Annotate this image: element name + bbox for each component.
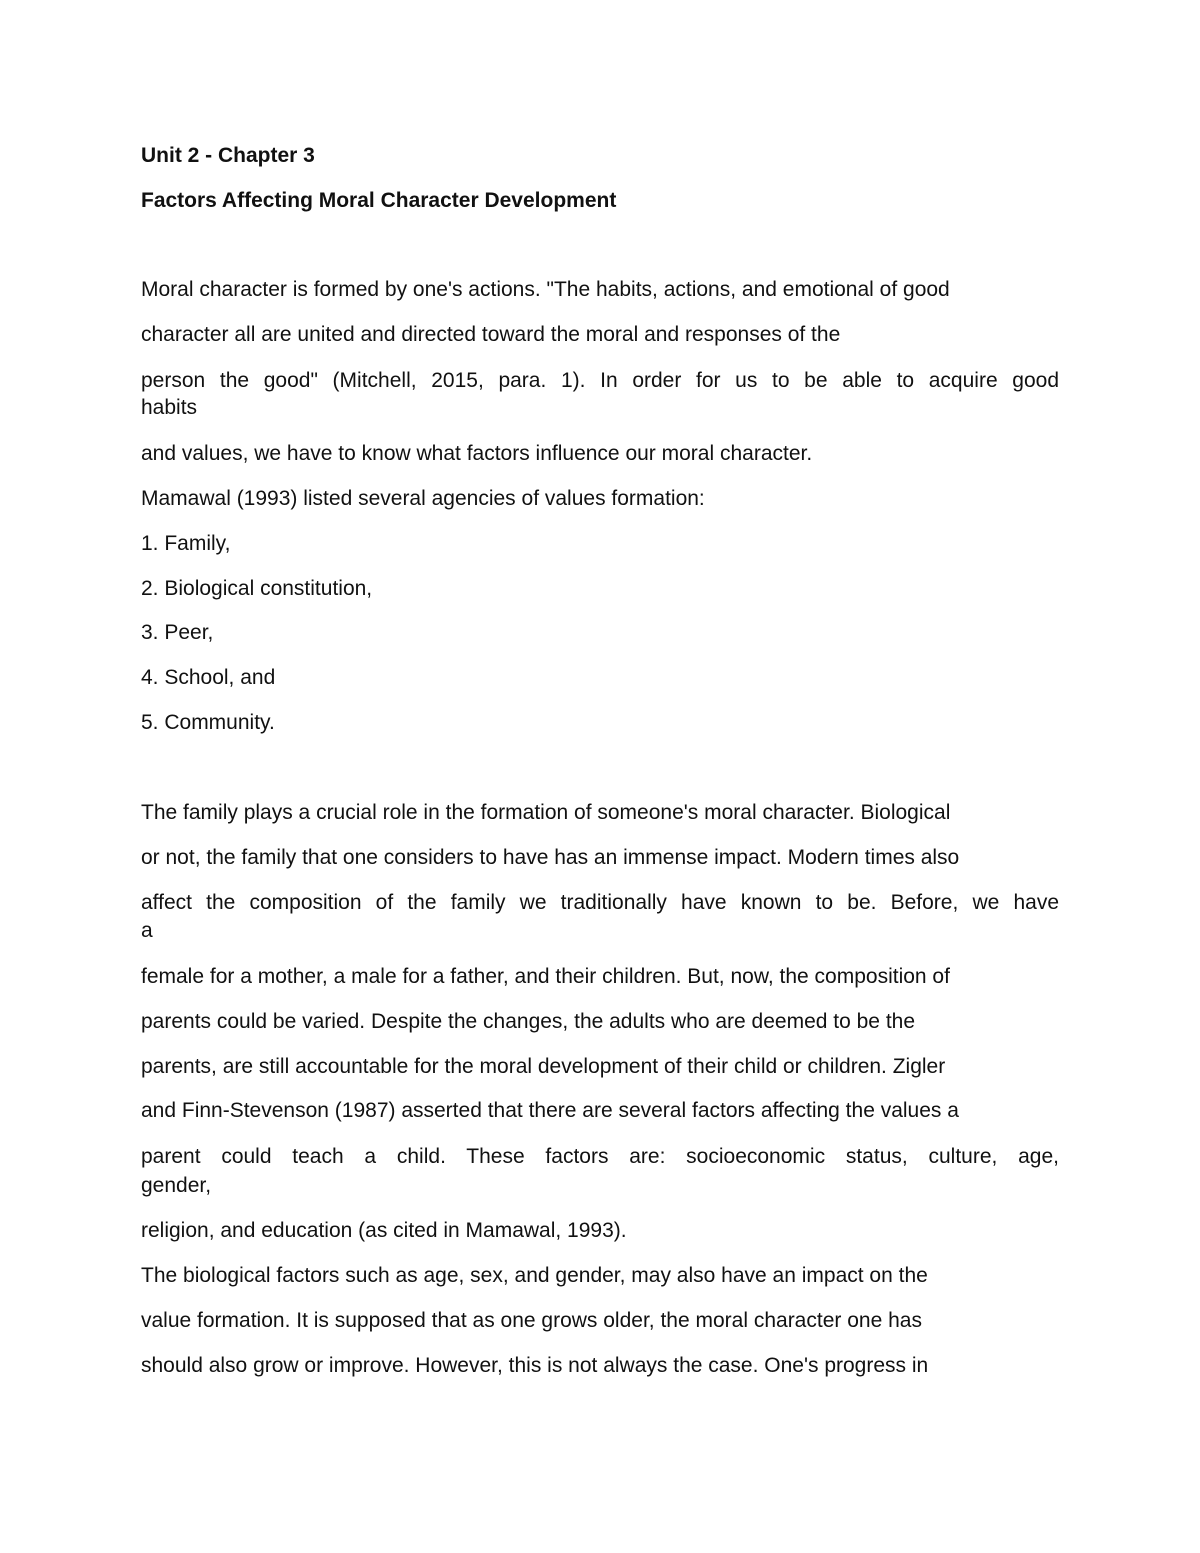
paragraph-2-line-8-wrap: gender, [141,1174,212,1197]
paragraph-2-line-7: and Finn-Stevenson (1987) asserted that there are several factors affecting the values a [141,1099,959,1122]
paragraph-1-line-3: person the good" (Mitchell, 2015, para. 1). In order for us to be able to acquire good [141,369,1059,392]
list-item-1: 1. Family, [141,532,231,555]
list-item-2: 2. Biological constitution, [141,577,373,600]
paragraph-3-line-1: The biological factors such as age, sex, and gender, may also have an impact on the [141,1264,928,1287]
unit-heading: Unit 2 - Chapter 3 [141,144,315,167]
paragraph-2-line-3-wrap: a [141,919,153,942]
paragraph-2-line-3: affect the composition of the family we traditionally have known to be. Before, we have [141,891,1059,914]
list-item-3: 3. Peer, [141,621,214,644]
chapter-title: Factors Affecting Moral Character Development [141,189,617,212]
paragraph-2-line-2: or not, the family that one considers to have has an immense impact. Modern times also [141,846,960,869]
paragraph-2-line-1: The family plays a crucial role in the formation of someone's moral character. Biological [141,801,951,824]
paragraph-2-line-8: parent could teach a child. These factors are: socioeconomic status, culture, age, [141,1145,1059,1168]
paragraph-3-line-3: should also grow or improve. However, this is not always the case. One's progress in [141,1354,929,1377]
paragraph-2-line-5: parents could be varied. Despite the changes, the adults who are deemed to be the [141,1010,916,1033]
paragraph-1-line-2: character all are united and directed toward the moral and responses of the [141,323,841,346]
paragraph-2-line-9: religion, and education (as cited in Mamawal, 1993). [141,1219,627,1242]
paragraph-1-line-1: Moral character is formed by one's actions. "The habits, actions, and emotional of good [141,278,950,301]
paragraph-2-line-4: female for a mother, a male for a father, and their children. But, now, the composition of [141,965,950,988]
paragraph-1-line-5: Mamawal (1993) listed several agencies of values formation: [141,487,705,510]
paragraph-2-line-6: parents, are still accountable for the moral development of their child or children. Zigler [141,1055,946,1078]
list-item-4: 4. School, and [141,666,276,689]
paragraph-3-line-2: value formation. It is supposed that as one grows older, the moral character one has [141,1309,922,1332]
list-item-5: 5. Community. [141,711,275,734]
paragraph-1-line-4: and values, we have to know what factors influence our moral character. [141,442,813,465]
paragraph-1-line-3-wrap: habits [141,396,198,419]
